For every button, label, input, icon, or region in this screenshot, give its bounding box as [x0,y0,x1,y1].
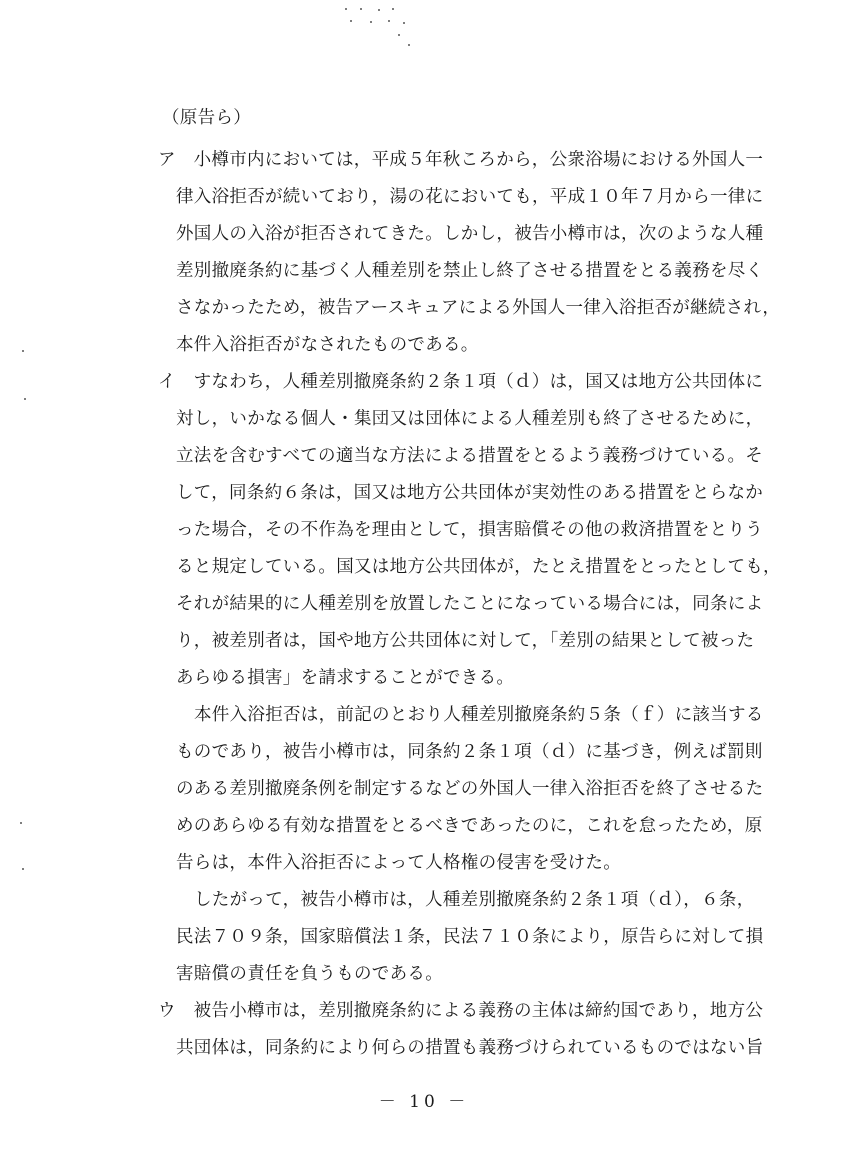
text-line: さなかったため，被告アースキュアによる外国人一律入浴拒否が継続され， [176,298,781,318]
text-line: 外国人の入浴が拒否されてきた。しかし，被告小樽市は，次のような人種 [176,224,764,244]
text-line: ると規定している。国又は地方公共団体が，たとえ措置をとったとしても， [176,557,781,577]
text-line: したがって，被告小樽市は，人種差別撤廃条約２条１項（ｄ），６条， [194,890,755,910]
text-line: ウ 被告小樽市は，差別撤廃条約による義務の主体は締約国であり，地方公 [158,1001,764,1021]
text-line: 告らは，本件入浴拒否によって人格権の侵害を受けた。 [176,853,621,873]
page-number: － 10 － [378,1092,470,1112]
text-line: 対し，いかなる個人・集団又は団体による人種差別も終了させるために， [176,409,764,429]
text-line: ものであり，被告小樽市は，同条約２条１項（ｄ）に基づき，例えば罰則 [176,742,763,762]
text-line: （原告ら） [162,108,251,128]
text-line: ア 小樽市内においては，平成５年秋ころから，公衆浴場における外国人一 [158,150,764,170]
text-line: 民法７０９条，国家賠償法１条，民法７１０条により，原告らに対して損 [176,927,764,947]
text-line: めのあらゆる有効な措置をとるべきであったのに，これを怠ったため，原 [176,816,763,836]
text-line: のある差別撤廃条例を制定するなどの外国人一律入浴拒否を終了させるた [176,779,764,799]
text-line: 害賠償の責任を負うものである。 [176,964,443,984]
text-line: った場合，その不作為を理由として，損害賠償その他の救済措置をとりう [176,520,764,540]
text-line: それが結果的に人種差別を放置したことになっている場合には，同条によ [176,594,764,614]
text-line: 本件入浴拒否がなされたものである。 [176,335,479,355]
text-line: イ すなわち，人種差別撤廃条約２条１項（ｄ）は，国又は地方公共団体に [158,372,764,392]
text-line: 共団体は，同条約により何らの措置も義務づけられているものではない旨 [176,1038,764,1058]
text-line: あらゆる損害」を請求することができる。 [176,668,515,688]
text-line: 差別撤廃条約に基づく人種差別を禁止し終了させる措置をとる義務を尽く [176,261,764,281]
text-line: 本件入浴拒否は，前記のとおり人種差別撤廃条約５条（ｆ）に該当する [194,705,764,725]
text-line: 律入浴拒否が続いており，湯の花においても，平成１０年７月から一律に [176,187,764,207]
text-line: 立法を含むすべての適当な方法による措置をとるよう義務づけている。そ [176,446,764,466]
text-line: り，被差別者は，国や地方公共団体に対して，「差別の結果として被った [176,631,755,651]
text-line: して，同条約６条は，国又は地方公共団体が実効性のある措置をとらなか [176,483,764,503]
